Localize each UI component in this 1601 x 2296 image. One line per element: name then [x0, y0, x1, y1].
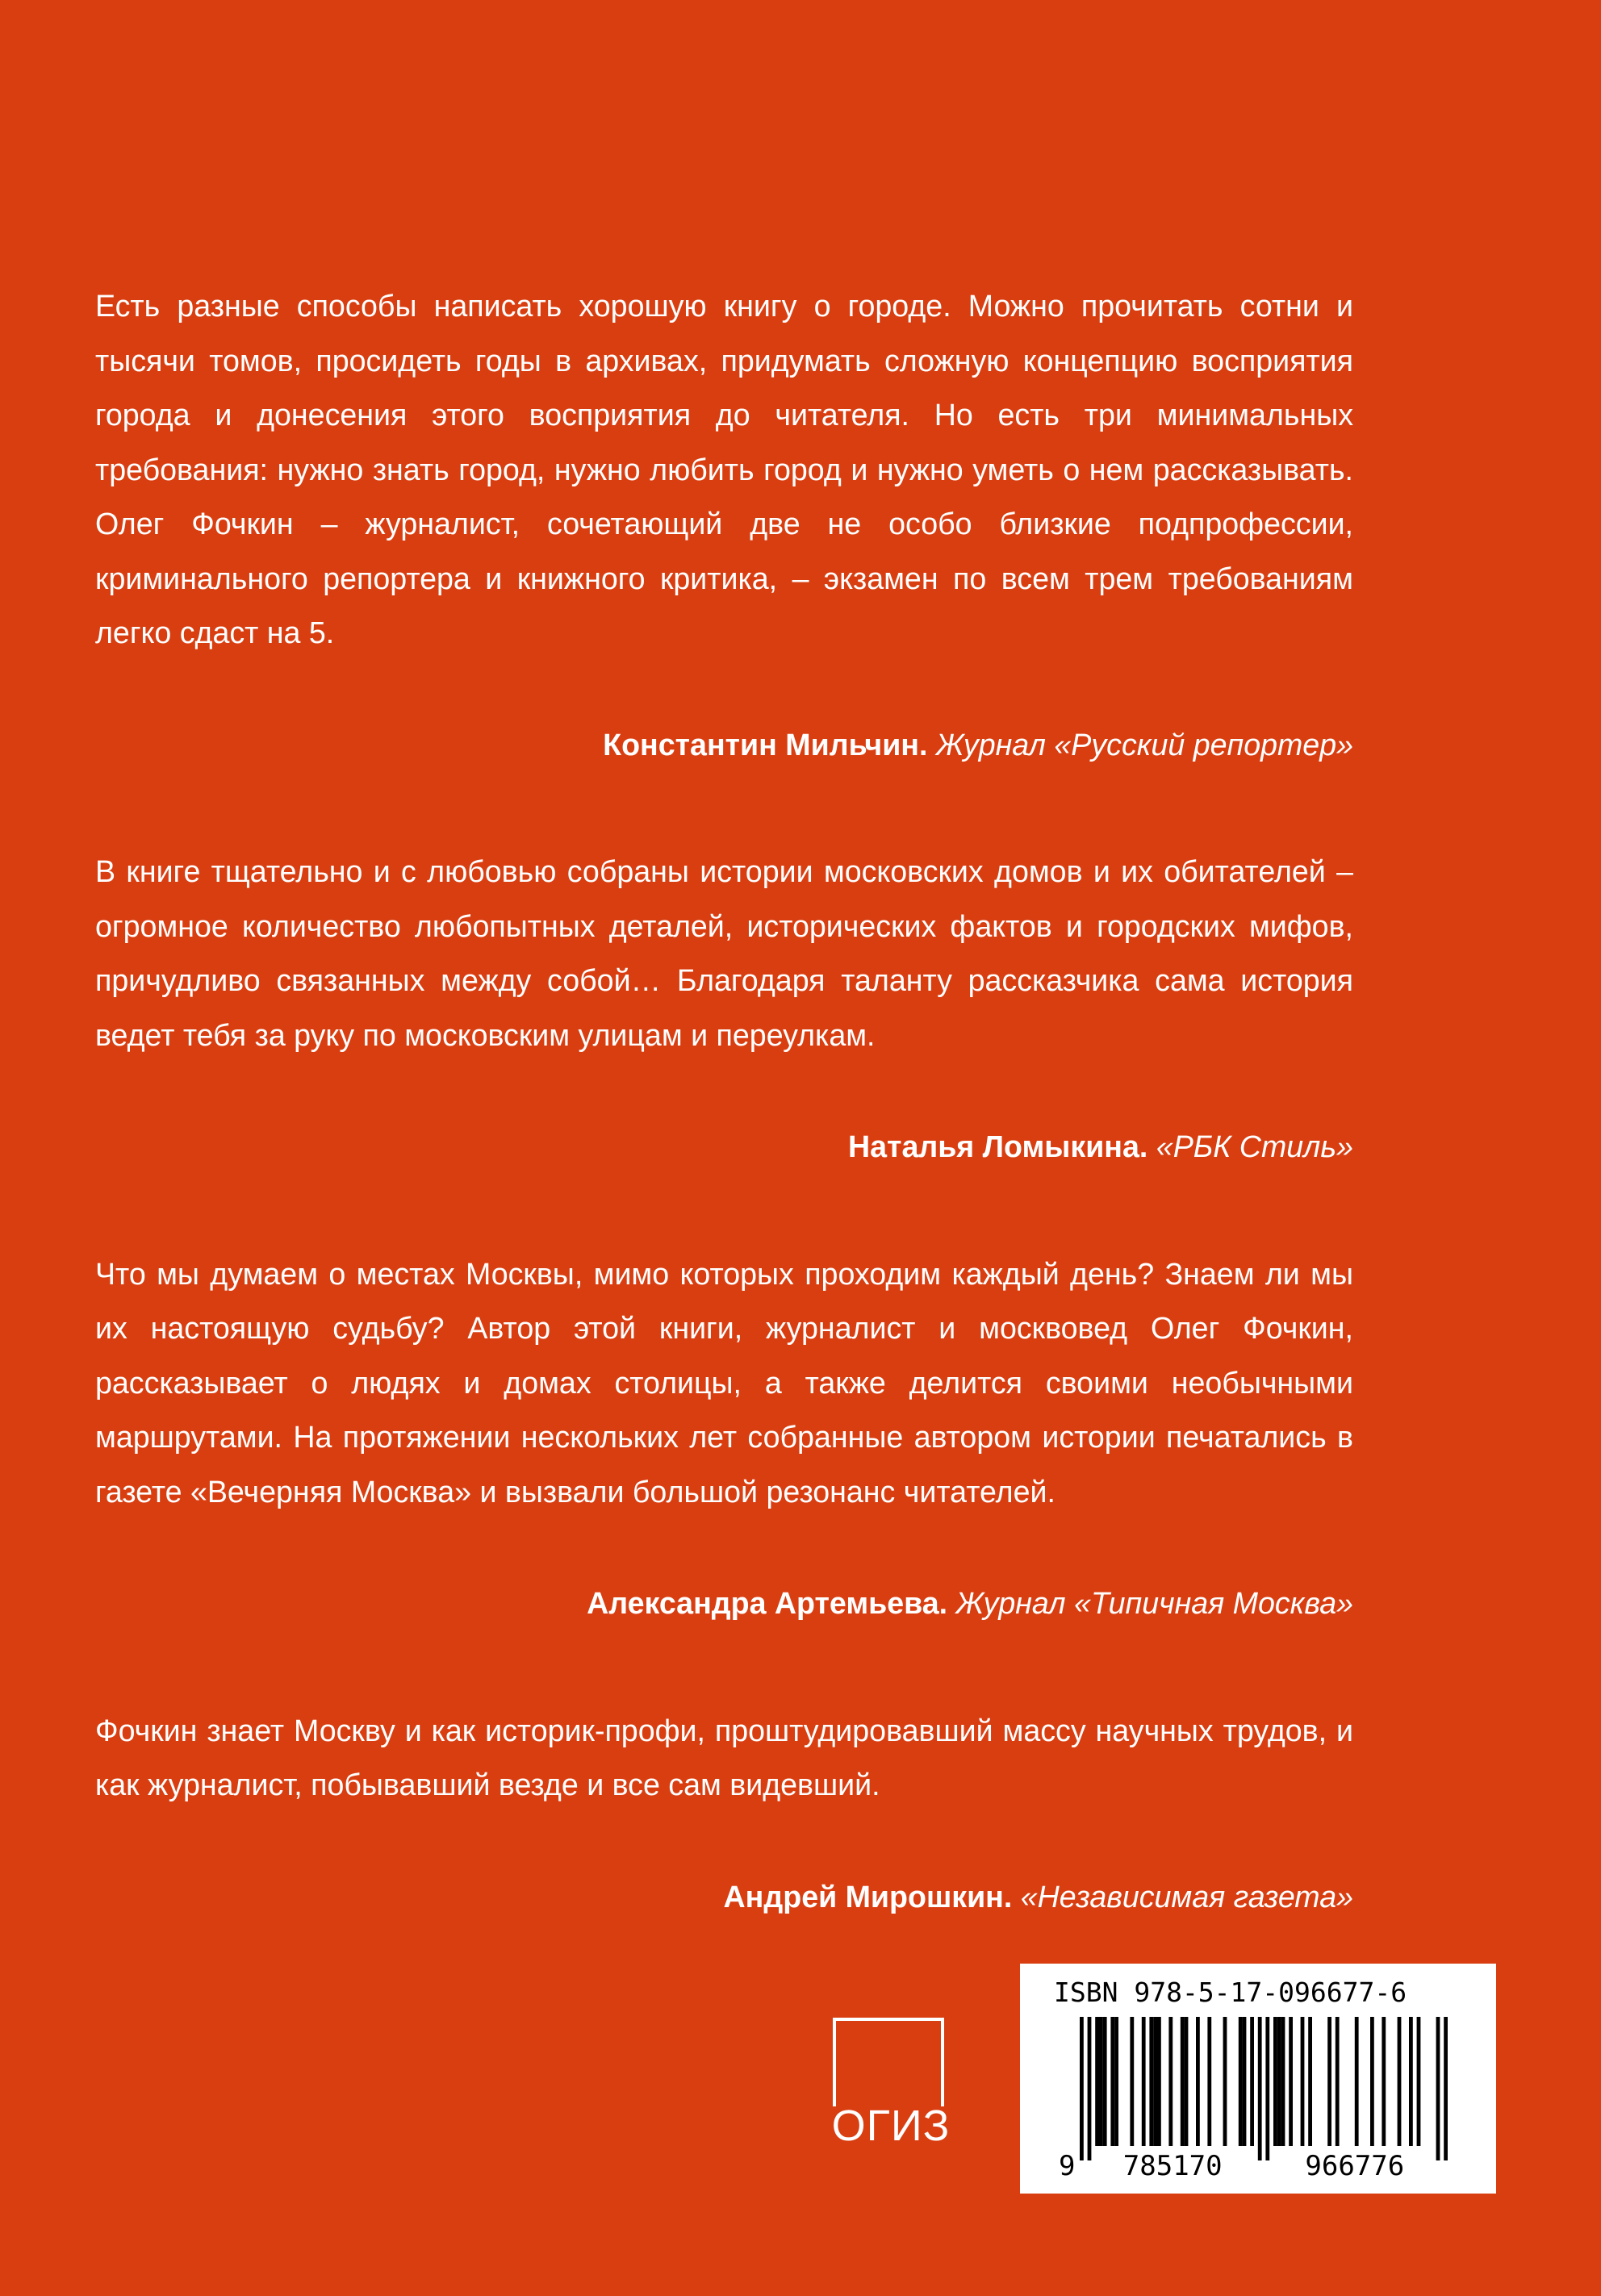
- barcode-bar: [1142, 2017, 1146, 2146]
- barcode-bar: [1088, 2017, 1092, 2160]
- review-attribution-3: [95, 1576, 1353, 1631]
- barcode-bar: [1153, 2017, 1157, 2146]
- review-source-3: Журнал «Типичная Москва»: [955, 1586, 1353, 1620]
- review-source-2: «РБК Стиль»: [1156, 1129, 1353, 1163]
- barcode-bar: [1327, 2017, 1331, 2146]
- publisher-logo-text: ОГИЗ: [831, 2102, 951, 2150]
- barcode-bar: [1099, 2017, 1103, 2146]
- review-attribution-2: [95, 1120, 1353, 1175]
- barcode-bar: [1168, 2017, 1173, 2146]
- barcode-bar: [1181, 2017, 1185, 2146]
- barcode-bar: [1250, 2017, 1254, 2146]
- barcode-bar: [1103, 2017, 1107, 2146]
- barcode-bar: [1258, 2017, 1262, 2160]
- barcode-bar: [1355, 2017, 1359, 2146]
- barcode-digits-left: 785170: [1122, 2150, 1223, 2178]
- barcode-bar: [1243, 2017, 1247, 2146]
- review-text-4: Фочкин знает Москву и как историк-профи, проштудировавший массу научных трудов, и как журналист, побывавший везде и все сам видевший.: [95, 1713, 1353, 1801]
- barcode-bar: [1223, 2017, 1227, 2146]
- barcode-bar: [1409, 2017, 1413, 2146]
- review-text-3: Что мы думаем о местах Москвы, мимо которых проходим каждый день? Знаем ли мы их настоящую судьбу? Автор этой книги, журналист и москвовед Олег Фочкин, рассказывает о людях и домах столицы, а также делится своими необычными маршрутами. На протяжении нескольких лет собранные автором истории печатались в газете «Вечерняя Москва» и вызвали большой резонанс читателей.: [95, 1256, 1353, 1509]
- review-attribution-4: [95, 1870, 1353, 1925]
- review-source-1: Журнал «Русский репортер»: [935, 727, 1353, 762]
- review-author-2: Наталья Ломыкина.: [848, 1129, 1148, 1163]
- barcode-bar: [1130, 2017, 1134, 2146]
- review-author-3: Александра Артемьева.: [587, 1586, 948, 1620]
- publisher-logo-frame: [833, 2018, 944, 2106]
- review-text-1: Есть разные способы написать хорошую книгу о городе. Можно прочитать сотни и тысячи томов, просидеть годы в архивах, придумать сложную концепцию восприятия города и донесения этого восприятия до читателя. Но есть три минимальных требования: нужно знать город, нужно любить город и нужно уметь о нем рассказывать. Олег Фочкин – журналист, сочетающий две не особо близкие подпрофессии, криминального репортера и книжного критика, – экзамен по всем трем требованиям легко сдаст на 5.: [95, 289, 1353, 649]
- barcode-bar: [1265, 2017, 1269, 2160]
- barcode-bar: [1398, 2017, 1402, 2146]
- barcode-bar: [1336, 2017, 1340, 2146]
- barcode-bar: [1289, 2017, 1293, 2146]
- publisher-logo: [828, 2018, 954, 2150]
- review-source-4: «Независимая газета»: [1020, 1879, 1353, 1914]
- barcode-bar: [1149, 2017, 1153, 2146]
- barcode: [1055, 2017, 1467, 2178]
- barcode-bar: [1114, 2017, 1118, 2146]
- barcode-bar: [1308, 2017, 1312, 2146]
- barcode-bar: [1095, 2017, 1099, 2146]
- barcode-bar: [1417, 2017, 1421, 2146]
- barcode-digits-right: 966776: [1305, 2150, 1405, 2178]
- review-text-2: В книге тщательно и с любовью собраны истории московских домов и их обитателей – огромное количество любопытных деталей, исторических фактов и городских мифов, причудливо связанных между собой… Благодаря таланту рассказчика сама история ведет тебя за руку по московским улицам и переулкам.: [95, 854, 1353, 1052]
- barcode-bar: [1370, 2017, 1374, 2146]
- barcode-panel: [1020, 1964, 1496, 2194]
- barcode-bar: [1281, 2017, 1285, 2146]
- barcode-bar: [1273, 2017, 1277, 2146]
- barcode-bar: [1196, 2017, 1200, 2146]
- barcode-bar: [1185, 2017, 1189, 2146]
- barcode-digit-first: 9: [1059, 2150, 1076, 2178]
- review-attribution-1: [95, 718, 1353, 773]
- barcode-bar: [1444, 2017, 1448, 2160]
- barcode-bar: [1436, 2017, 1440, 2160]
- barcode-bar: [1382, 2017, 1386, 2146]
- review-author-1: Константин Мильчин.: [603, 727, 928, 762]
- barcode-bar: [1110, 2017, 1114, 2146]
- barcode-bar: [1277, 2017, 1281, 2146]
- barcode-bar: [1207, 2017, 1211, 2146]
- barcode-bar: [1080, 2017, 1084, 2160]
- barcode-bar: [1239, 2017, 1243, 2146]
- reviews-block: [95, 279, 1353, 1924]
- barcode-bar: [1301, 2017, 1305, 2146]
- review-author-4: Андрей Мирошкин.: [723, 1879, 1013, 1914]
- isbn-label: ISBN 978-5-17-096677-6: [1054, 1977, 1407, 2008]
- barcode-bar: [1157, 2017, 1161, 2146]
